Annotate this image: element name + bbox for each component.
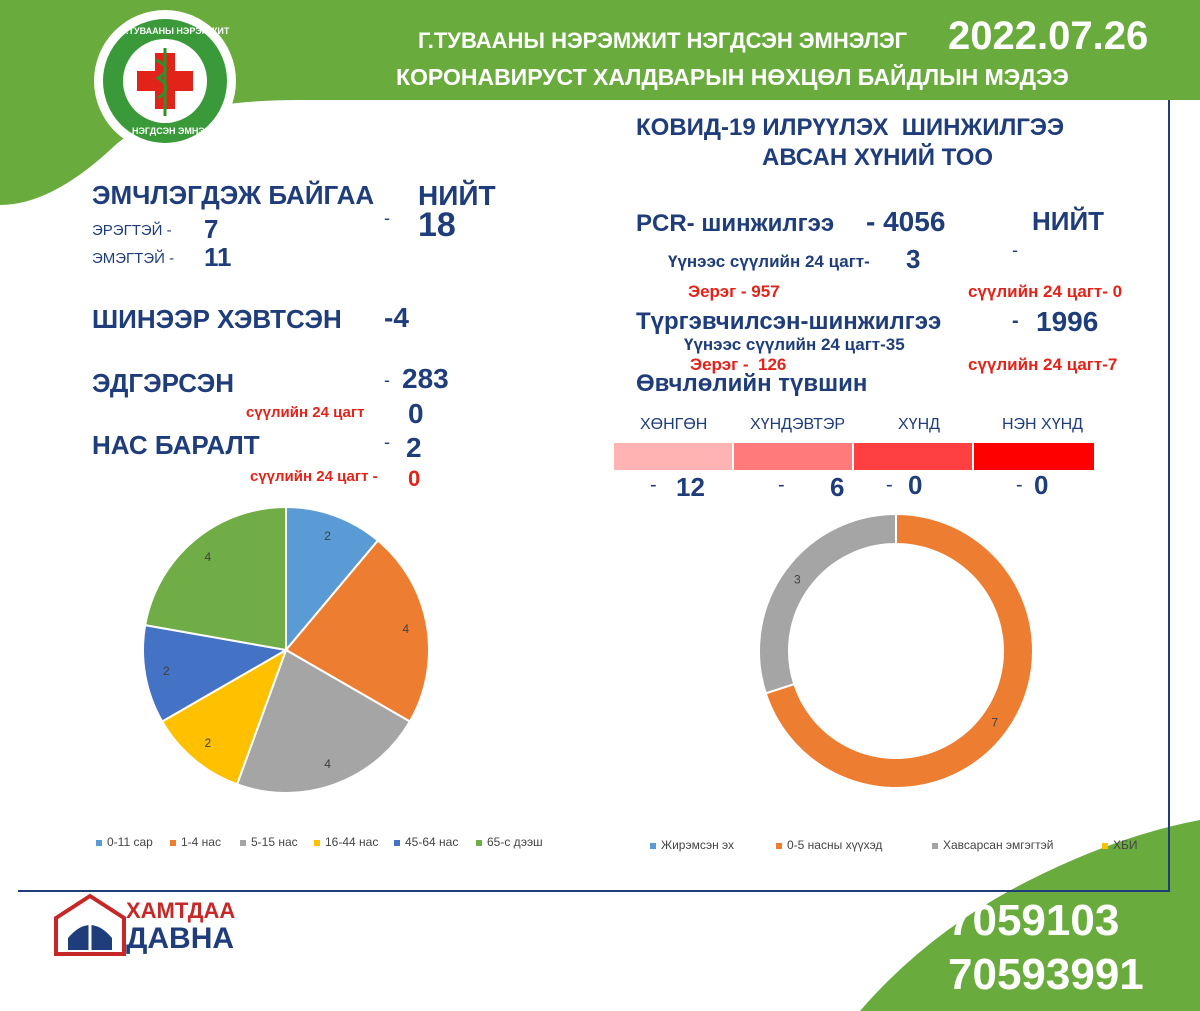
- severity-value-mild: 12: [676, 472, 705, 502]
- new-admit-value: -4: [384, 302, 409, 333]
- legend-swatch: [240, 840, 246, 846]
- legend-item-0-5-насны-хүүхэд: [776, 838, 882, 852]
- severity-label-severe: ХҮНД: [898, 416, 940, 433]
- severity-label-moderate: ХҮНДЭВТЭР: [750, 416, 846, 433]
- tests-title-line1: КОВИД-19 ИЛРҮҮЛЭХ ШИНЖИЛГЭЭ: [636, 114, 1065, 141]
- rapid-label: Түргэвчилсэн-шинжилгээ: [636, 308, 942, 335]
- slice-label-16-44-нас: 2: [204, 736, 212, 751]
- recovered-dash: -: [384, 370, 390, 390]
- severity-dash-moderate: -: [778, 474, 785, 496]
- legend-label: Хавсарсан эмгэгтэй: [943, 838, 1054, 852]
- hospital-name: Г.ТУВААНЫ НЭРЭМЖИТ НЭГДСЭН ЭМНЭЛЭГ: [418, 28, 908, 53]
- legend-label: 5-15 нас: [251, 835, 298, 849]
- logo-ring-text-bottom: НЭГДСЭН ЭМНЭЛЭГ: [132, 126, 223, 136]
- pcr-value: - 4056: [866, 206, 946, 237]
- female-label: ЭМЭГТЭЙ -: [92, 250, 175, 267]
- deaths-value: 2: [406, 432, 422, 463]
- severity-bar-moderate: [734, 443, 852, 470]
- slice-65-с-дээш: [145, 507, 286, 650]
- treated-total-value: 18: [418, 206, 456, 244]
- pcr-positive: Эерэг - 957: [688, 282, 780, 301]
- slice-label-1-4-нас: 4: [402, 621, 410, 636]
- new-admit-label: ШИНЭЭР ХЭВТСЭН: [92, 304, 342, 334]
- legend-swatch: [314, 840, 320, 846]
- legend-label: 1-4 нас: [181, 835, 221, 849]
- legend-item-0-11-сар: [96, 835, 153, 849]
- legend-item-1-4-нас: [170, 835, 221, 849]
- severity-bar-severe: [854, 443, 972, 470]
- slice-label-хавсарсан-эмгэгтэй: 3: [793, 572, 801, 587]
- legend-label: 0-11 сар: [107, 835, 153, 849]
- risk-group-donut-chart: [746, 500, 1046, 800]
- legend-label: 45-64 нас: [405, 835, 459, 849]
- treated-total-label: НИЙТ: [418, 180, 496, 211]
- brand-logo: [50, 892, 264, 958]
- legend-label: 16-44 нас: [325, 835, 379, 849]
- slice-label-0-5-насны-хүүхэд: 7: [991, 715, 999, 730]
- severity-dash-mild: -: [650, 474, 657, 496]
- brand-line1: ХАМТДАА: [126, 898, 236, 923]
- rapid-dash: -: [1012, 310, 1019, 332]
- tests-title-line2: АВСАН ХҮНИЙ ТОО: [762, 144, 994, 171]
- rapid-positive: Эерэг - 126: [690, 355, 787, 374]
- legend-item-45-64-нас: [394, 835, 458, 849]
- deaths-dash: -: [384, 432, 390, 452]
- legend-swatch: [650, 843, 656, 849]
- legend-swatch: [394, 840, 400, 846]
- legend-swatch: [96, 840, 102, 846]
- deaths-24-value: 0: [408, 466, 421, 491]
- pcr-24-label: Үүнээс сүүлийн 24 цагт-: [668, 252, 870, 271]
- deaths-label: НАС БАРАЛТ: [92, 430, 260, 460]
- legend-label: 65-с дээш: [487, 835, 543, 849]
- pcr-24-value: 3: [906, 244, 921, 274]
- slice-label-5-15-нас: 4: [324, 757, 331, 772]
- recovered-value: 283: [402, 363, 449, 394]
- deaths-24-label: сүүлийн 24 цагт -: [250, 468, 378, 485]
- phone-number-2: 70593991: [948, 950, 1144, 999]
- recovered-label: ЭДГЭРСЭН: [92, 368, 235, 398]
- logo-ring-text-top: Г.ТУВААНЫ НЭРЭМЖИТ: [122, 26, 230, 36]
- severity-value-moderate: 6: [830, 472, 845, 502]
- phone-number-1: 7059103: [948, 896, 1120, 945]
- legend-swatch: [932, 843, 938, 849]
- severity-dash-critical: -: [1016, 474, 1023, 496]
- pcr-positive-24: сүүлийн 24 цагт- 0: [968, 282, 1123, 301]
- legend-item-хавсарсан-эмгэгтэй: [932, 838, 1053, 852]
- treated-total-dash: -: [384, 208, 390, 228]
- female-value: 11: [204, 242, 232, 272]
- severity-label-mild: ХӨНГӨН: [640, 416, 708, 433]
- slice-label-45-64-нас: 2: [162, 664, 170, 679]
- male-label: ЭРЭГТЭЙ -: [92, 222, 172, 239]
- brand-line2: ДАВНА: [126, 922, 235, 955]
- legend-label: ХБИ: [1113, 838, 1138, 852]
- slice-label-65-с-дээш: 4: [204, 549, 212, 564]
- tests-total-dash: -: [1012, 240, 1018, 260]
- severity-value-critical: 0: [1034, 470, 1049, 500]
- legend-item-16-44-нас: [314, 835, 378, 849]
- severity-bar-critical: [974, 443, 1094, 470]
- report-subtitle: КОРОНАВИРУСТ ХАЛДВАРЫН НӨХЦӨЛ БАЙДЛЫН МЭДЭЭ: [396, 64, 1069, 90]
- age-group-pie-chart: [126, 500, 446, 800]
- legend-swatch: [170, 840, 176, 846]
- rapid-24: Үүнээс сүүлийн 24 цагт-35: [684, 335, 905, 354]
- rapid-value: 1996: [1036, 306, 1099, 337]
- severity-bar-mild: [614, 443, 732, 470]
- recovered-24-value: 0: [408, 398, 424, 429]
- legend-swatch: [776, 843, 782, 849]
- tests-total-label: НИЙТ: [1032, 206, 1105, 236]
- pcr-label: PCR- шинжилгээ: [636, 210, 835, 237]
- rapid-positive-24: сүүлийн 24 цагт-7: [968, 355, 1118, 374]
- report-date: 2022.07.26: [948, 14, 1149, 58]
- legend-item-5-15-нас: [240, 835, 298, 849]
- severity-label-critical: НЭН ХҮНД: [1002, 416, 1084, 433]
- legend-label: 0-5 насны хүүхэд: [787, 838, 883, 852]
- legend-item-65-с-дээш: [476, 835, 543, 849]
- hospital-logo: [92, 8, 238, 154]
- legend-item-хби: [1102, 838, 1138, 852]
- slice-хавсарсан-эмгэгтэй: [759, 514, 896, 693]
- legend-label: Жирэмсэн эх: [661, 838, 735, 852]
- legend-swatch: [476, 840, 482, 846]
- legend-item-жирэмсэн-эх: [650, 838, 734, 852]
- male-value: 7: [204, 214, 219, 244]
- recovered-24-label: сүүлийн 24 цагт: [246, 404, 365, 421]
- severity-title: Өвчлөлийн түвшин: [636, 370, 868, 397]
- yurt-house-icon: [50, 892, 130, 958]
- legend-swatch: [1102, 843, 1108, 849]
- slice-label-0-11-сар: 2: [324, 528, 331, 543]
- severity-value-severe: 0: [908, 470, 923, 500]
- treated-title: ЭМЧЛЭГДЭЖ БАЙГАА: [92, 180, 375, 210]
- severity-dash-severe: -: [886, 474, 893, 496]
